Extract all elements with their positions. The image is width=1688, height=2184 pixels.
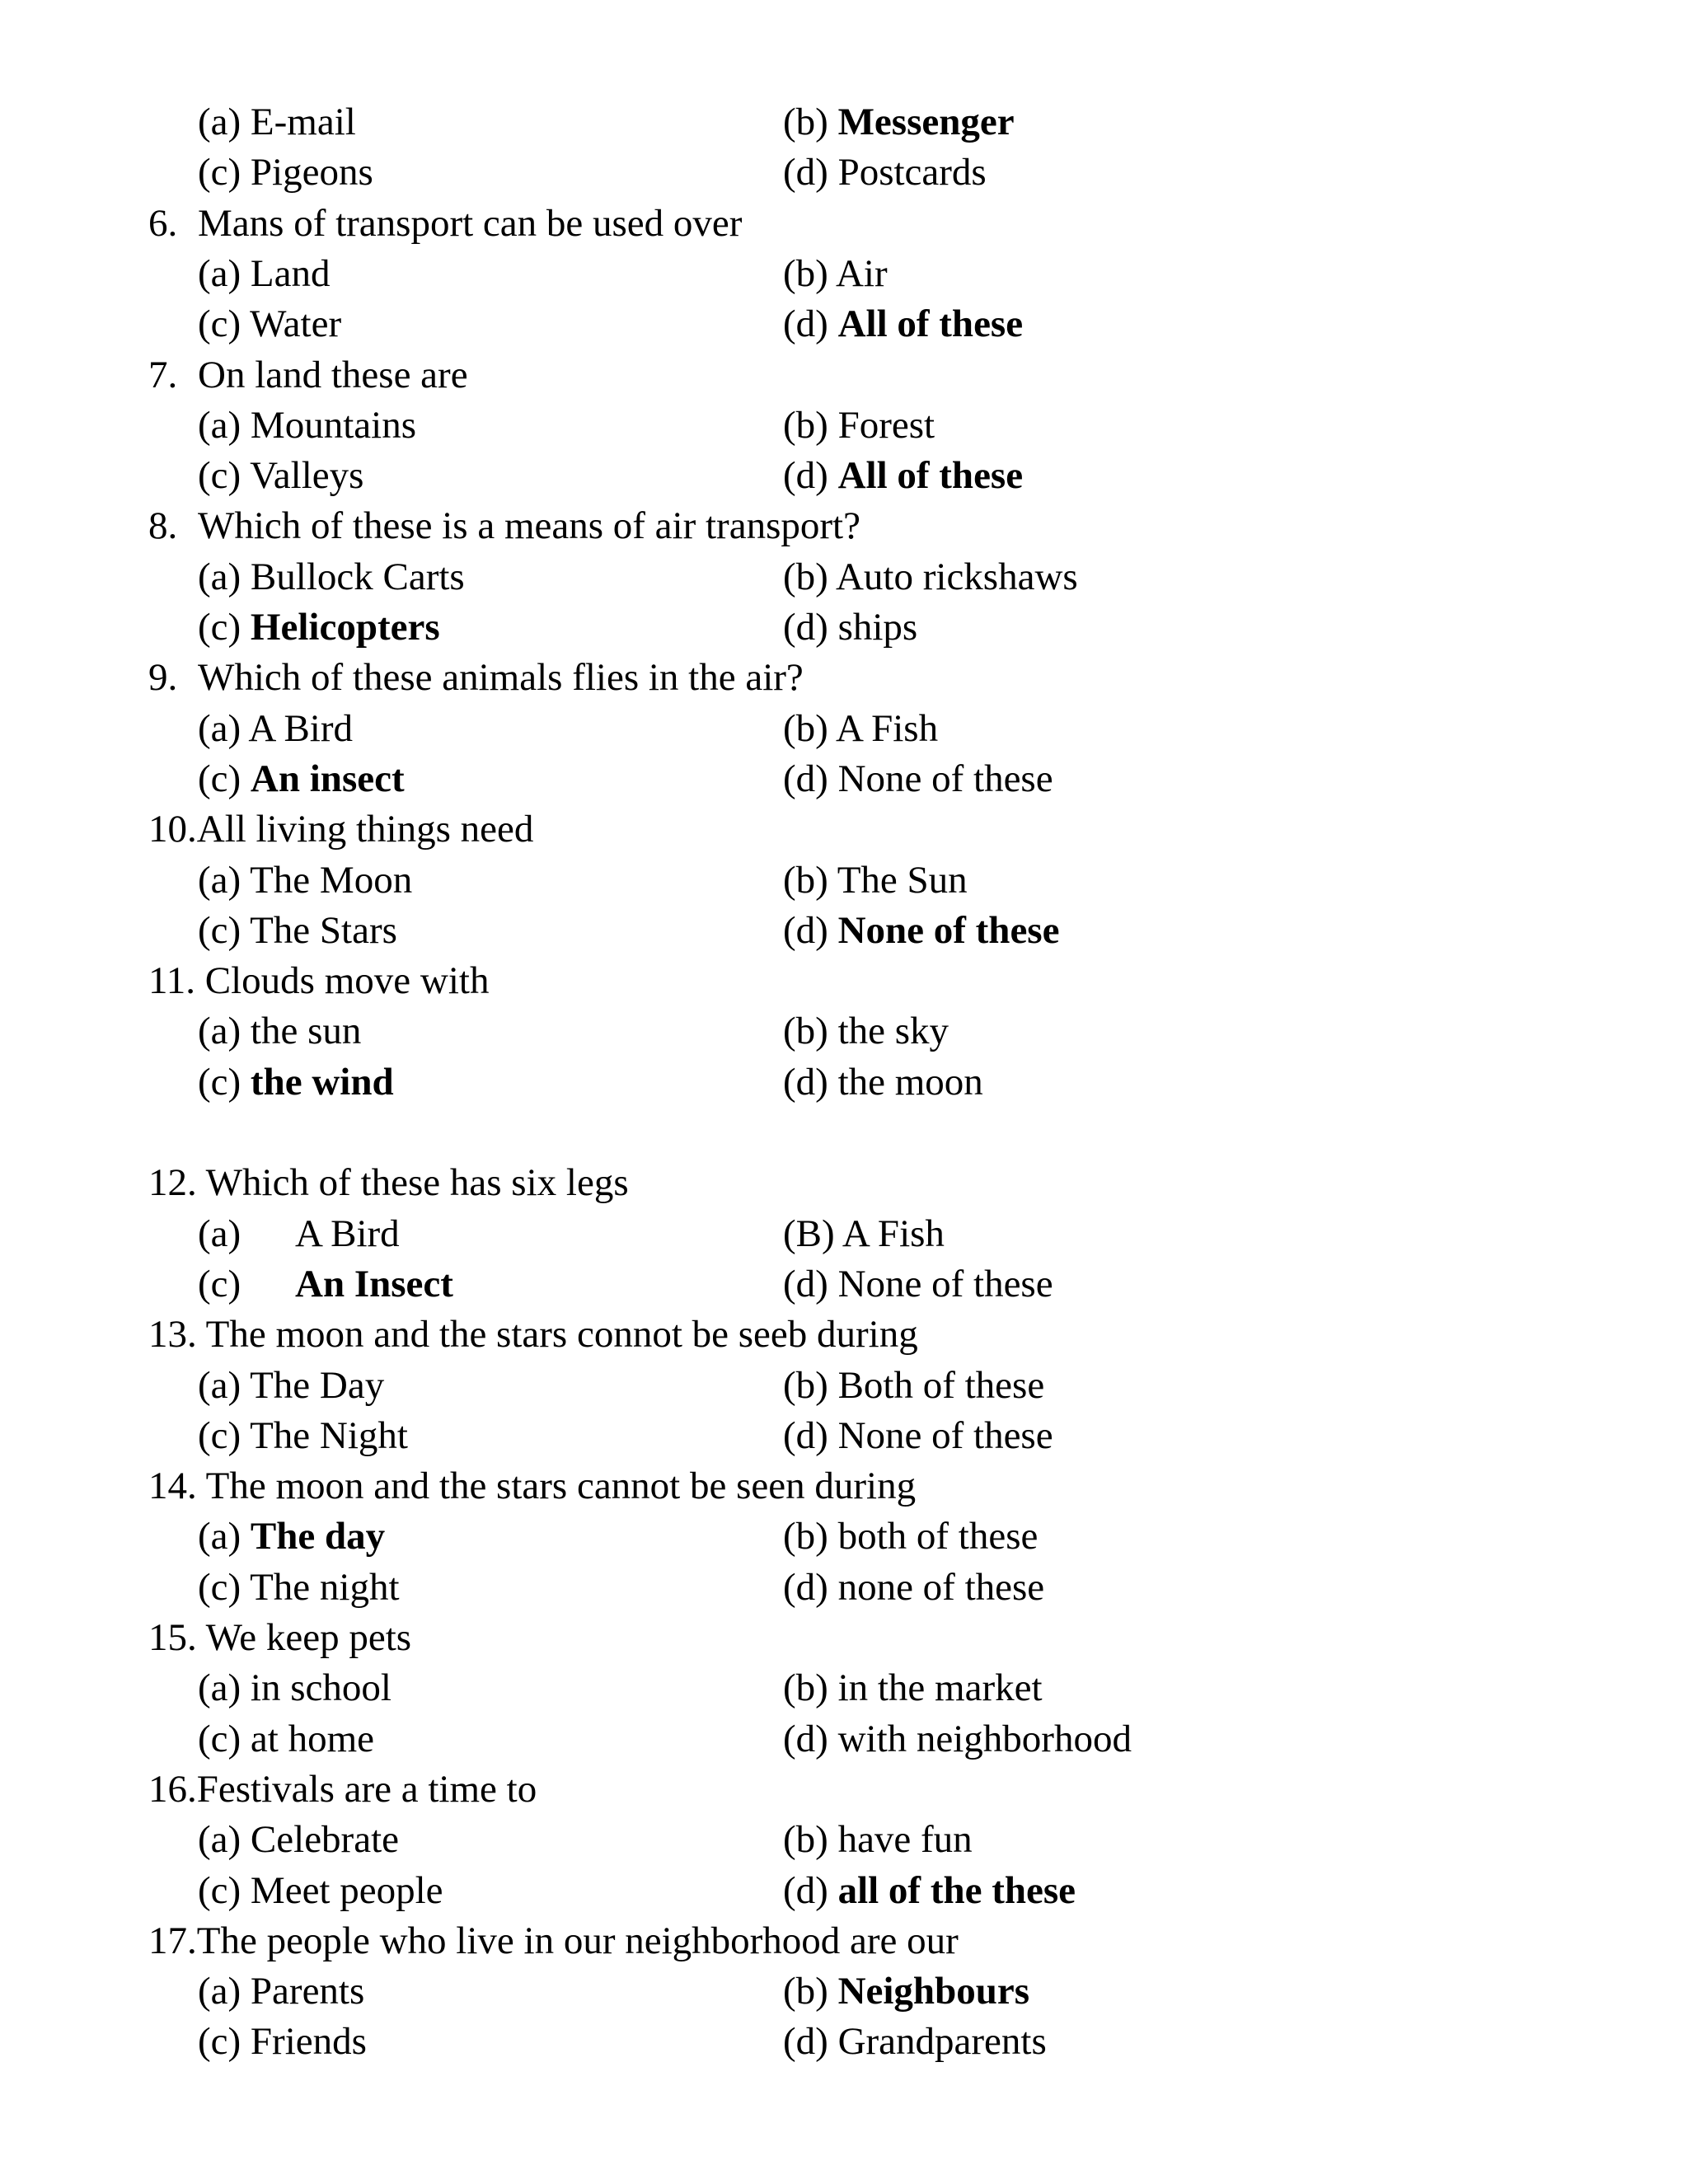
option-left (198, 1966, 364, 2017)
question-number: 16. (148, 1767, 197, 1811)
option-letter: (d) (783, 1565, 828, 1609)
option-right (783, 1562, 1044, 1613)
option-letter: (c) (198, 1565, 241, 1609)
question-line (148, 1460, 916, 1511)
option-text: An Insect (295, 1262, 453, 1305)
question-text: Which of these animals flies in the air? (198, 656, 804, 700)
question-text: All living things need (196, 808, 534, 851)
option-left (198, 1713, 374, 1765)
option-letter: (d) (783, 606, 828, 649)
option-letter: (c) (198, 1413, 241, 1457)
question-line (148, 804, 533, 855)
option-text: The Stars (250, 908, 397, 952)
option-letter: (c) (198, 302, 241, 346)
question-text: The people who live in our neighborhood are our (196, 1919, 959, 1962)
option-right (783, 1410, 1053, 1461)
question-number: 10. (148, 808, 197, 851)
question-text: Clouds move with (195, 959, 490, 1003)
option-right (783, 2016, 1047, 2067)
option-text: Air (835, 251, 888, 295)
option-letter: (b) (783, 101, 828, 143)
question-line (148, 349, 468, 401)
option-right (783, 1865, 1076, 1916)
option-left (198, 855, 412, 906)
option-text: E-mail (250, 101, 356, 143)
question-number: 15. (148, 1616, 197, 1659)
option-text: Grandparents (837, 2020, 1047, 2064)
option-letter: (b) (783, 1363, 828, 1407)
option-left (198, 1410, 408, 1461)
option-text: The day (250, 1515, 386, 1558)
option-right (783, 1057, 983, 1108)
option-text: The Sun (837, 858, 968, 902)
question-line (148, 1764, 537, 1815)
option-text: Messenger (837, 101, 1015, 143)
option-right (783, 1966, 1029, 2017)
option-left (198, 602, 440, 653)
option-text: All of these (837, 454, 1024, 498)
option-letter: (c) (198, 908, 241, 952)
option-letter: (c) (198, 1262, 241, 1305)
option-letter: (d) (783, 908, 828, 952)
option-text: A Fish (842, 1212, 945, 1255)
option-left (198, 400, 416, 451)
option-right (783, 1005, 949, 1057)
option-letter: (a) (198, 555, 241, 598)
question-text: Mans of transport can be used over (198, 201, 743, 245)
option-left (198, 1005, 361, 1057)
option-text: in school (250, 1666, 392, 1710)
option-letter: (d) (783, 302, 828, 346)
option-text: None of these (837, 1413, 1053, 1457)
option-left (198, 703, 353, 754)
option-right (783, 1258, 1053, 1310)
option-text: ships (837, 606, 918, 649)
option-letter: (c) (198, 1868, 241, 1912)
option-letter: (b) (783, 1010, 828, 1053)
option-text: An insect (250, 757, 405, 800)
option-letter: (a) (198, 1818, 241, 1862)
question-number: 13. (148, 1313, 197, 1357)
option-text: The night (250, 1565, 400, 1609)
question-number: 8. (148, 504, 178, 548)
option-text: with neighborhood (837, 1717, 1132, 1760)
question-text: Which of these is a means of air transport? (198, 504, 860, 548)
question-text: Festivals are a time to (196, 1767, 537, 1811)
option-letter: (a) (198, 1212, 241, 1255)
option-left (198, 1057, 394, 1108)
question-number: 7. (148, 353, 178, 396)
option-text: Auto rickshaws (835, 555, 1078, 598)
question-line (148, 955, 489, 1006)
question-number: 17. (148, 1919, 197, 1962)
option-left (198, 298, 341, 349)
question-number: 9. (148, 656, 178, 700)
option-letter: (c) (198, 151, 241, 194)
question-line (148, 1157, 629, 1208)
option-left (198, 551, 465, 602)
option-text: Parents (250, 1970, 365, 2013)
option-right (783, 298, 1023, 349)
question-text: We keep pets (196, 1616, 412, 1659)
option-letter: (c) (198, 2020, 241, 2064)
option-letter: (b) (783, 251, 828, 295)
option-left (198, 905, 397, 956)
option-letter: (d) (783, 757, 828, 800)
option-letter: (c) (198, 757, 241, 800)
option-right (783, 450, 1023, 501)
option-text: Pigeons (250, 151, 373, 194)
option-text: Neighbours (837, 1970, 1029, 2013)
option-text: All of these (837, 302, 1024, 346)
option-left (198, 1208, 400, 1259)
option-text: Both of these (837, 1363, 1045, 1407)
option-letter: (d) (783, 1868, 828, 1912)
option-right (783, 703, 938, 754)
option-text: The Day (250, 1363, 385, 1407)
option-letter: (d) (783, 151, 828, 194)
option-left (198, 147, 373, 198)
option-text: A Bird (295, 1212, 400, 1255)
option-letter: (a) (198, 706, 241, 750)
option-letter: (a) (198, 1666, 241, 1710)
option-right (783, 1511, 1038, 1562)
option-text: Helicopters (250, 606, 440, 649)
option-letter: (a) (198, 1363, 241, 1407)
option-left (198, 248, 331, 299)
option-letter: (b) (783, 858, 828, 902)
question-line (148, 500, 860, 551)
option-letter: (a) (198, 1515, 241, 1558)
option-left (198, 1562, 400, 1613)
option-left (198, 753, 405, 804)
option-letter: (b) (783, 555, 828, 598)
option-letter: (b) (783, 403, 828, 447)
question-text: The moon and the stars cannot be seen during (196, 1465, 917, 1508)
option-left (198, 2016, 367, 2067)
option-letter: (d) (783, 1413, 828, 1457)
option-right (783, 1662, 1043, 1713)
option-right (783, 1360, 1044, 1411)
option-letter: (a) (198, 858, 241, 902)
question-line (148, 198, 742, 249)
question-number: 12. (148, 1161, 197, 1205)
question-number: 14. (148, 1465, 197, 1508)
option-text: Friends (250, 2020, 367, 2064)
option-left (198, 1814, 399, 1865)
option-text: None of these (837, 757, 1053, 800)
option-right (783, 96, 1015, 148)
question-text: On land these are (198, 353, 468, 396)
option-right (783, 753, 1053, 804)
option-left (198, 1511, 385, 1562)
option-letter: (d) (783, 1060, 828, 1104)
option-text: Bullock Carts (250, 555, 465, 598)
option-text: The Moon (250, 858, 413, 902)
option-left (198, 1865, 443, 1916)
option-text: Postcards (837, 151, 987, 194)
option-text: the sky (837, 1010, 950, 1053)
option-letter: (b) (783, 1515, 828, 1558)
option-text: the moon (837, 1060, 983, 1104)
option-letter: (B) (783, 1212, 835, 1255)
option-text: have fun (837, 1818, 973, 1862)
option-text: the sun (250, 1010, 362, 1053)
option-right (783, 551, 1078, 602)
option-left (198, 1662, 392, 1713)
option-letter: (d) (783, 454, 828, 498)
option-text: A Bird (248, 706, 354, 750)
question-line (148, 1612, 411, 1663)
question-line (148, 1309, 918, 1360)
option-text: Forest (837, 403, 935, 447)
option-text: Land (250, 251, 331, 295)
option-right (783, 1814, 973, 1865)
option-text: in the market (837, 1666, 1043, 1710)
option-left (198, 96, 356, 148)
option-letter: (c) (198, 606, 241, 649)
question-number: 6. (148, 201, 178, 245)
option-text: none of these (837, 1565, 1045, 1609)
option-text: A Fish (835, 706, 939, 750)
option-left (198, 450, 363, 501)
option-text: the wind (250, 1060, 394, 1104)
option-text: all of the these (837, 1868, 1076, 1912)
option-left (198, 1360, 384, 1411)
question-text: Which of these has six legs (196, 1161, 629, 1205)
option-letter: (c) (198, 454, 241, 498)
option-text: Mountains (250, 403, 416, 447)
option-text: Meet people (250, 1868, 443, 1912)
option-right (783, 248, 888, 299)
option-letter: (a) (198, 403, 241, 447)
option-letter: (a) (198, 1010, 241, 1053)
option-letter: (b) (783, 1666, 828, 1710)
option-letter: (b) (783, 1818, 828, 1862)
option-letter: (d) (783, 1717, 828, 1760)
option-left (198, 1258, 453, 1310)
option-right (783, 1208, 945, 1259)
option-letter: (a) (198, 1970, 241, 2013)
question-line (148, 652, 804, 703)
option-text: None of these (837, 908, 1060, 952)
question-number: 11. (148, 959, 196, 1003)
option-text: both of these (837, 1515, 1039, 1558)
option-right (783, 602, 917, 653)
option-text: Celebrate (250, 1818, 399, 1862)
option-letter: (c) (198, 1060, 241, 1104)
option-text: at home (250, 1717, 375, 1760)
option-text: Valleys (250, 454, 364, 498)
question-line (148, 1915, 959, 1966)
option-right (783, 147, 987, 198)
option-right (783, 905, 1059, 956)
option-text: None of these (837, 1262, 1053, 1305)
option-text: Water (250, 302, 342, 346)
option-letter: (a) (198, 101, 241, 143)
option-right (783, 855, 968, 906)
option-letter: (a) (198, 251, 241, 295)
option-letter: (c) (198, 1717, 241, 1760)
question-text: The moon and the stars connot be seeb during (196, 1313, 918, 1357)
option-text: The Night (250, 1413, 408, 1457)
option-letter: (d) (783, 2020, 828, 2064)
option-right (783, 1713, 1132, 1765)
option-letter: (b) (783, 706, 828, 750)
option-letter: (b) (783, 1970, 828, 2013)
option-right (783, 400, 935, 451)
option-letter: (d) (783, 1262, 828, 1305)
